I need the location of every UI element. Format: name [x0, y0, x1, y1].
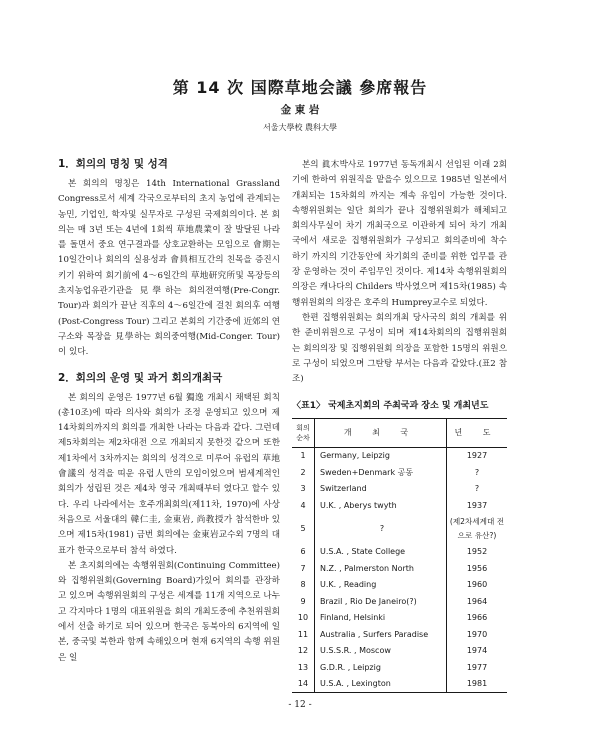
- cell-no: 9: [292, 593, 315, 610]
- cell-year: (제2차세계대 전으로 유산?): [449, 516, 505, 540]
- cell-no: 7: [292, 560, 315, 577]
- paragraph: 본 회의의 운영은 1977년 6월 獨逸 개최시 채택된 회칙(총10조)에 따라 의사와 회의가 조정 운영되고 있으며 제14차회의까지의 회의를 개최한 나라는 다음과 같다. 그런데 제5차회의는 제2차대전 으로 개최되지 못한것 같으며 또한 제1차에서 3차까지는 회의의 성격으로 미루어 유럽의 草地會議의 성격을 띠운 유럽人만의 모임이었으며 범세계적인 회의가 성립된 것은 제4차 영국 개최때부터 였다고 할수 있다. 우리 나라에서는 호주개최회의(제11차, 1970)에 사상 처음으로 서울대의 韓仁圭, 金東岩, 尚教授가 참석한바 있으며 제15차(1981) 금번 회의에는 金東岩교수외 7명의 대표가 한국으로부터 참석 하였다.: [58, 392, 280, 556]
- cell-year: 1960: [466, 580, 488, 590]
- cell-no: 10: [292, 610, 315, 627]
- table-row: [292, 626, 507, 643]
- cell-no: 1: [292, 447, 315, 464]
- cell-year: 1927: [466, 451, 488, 461]
- cell-country: U.K. , Reading: [315, 577, 447, 594]
- cell-no: 13: [292, 659, 315, 676]
- cell-year: 1964: [466, 596, 488, 606]
- cell-no: 2: [292, 464, 315, 481]
- table-row: [292, 560, 507, 577]
- cell-country: U.S.S.R. , Moscow: [315, 643, 447, 660]
- cell-year: 1937: [466, 500, 488, 510]
- cell-country: U.S.A. , State College: [315, 544, 447, 561]
- cell-year: ?: [474, 484, 480, 494]
- cell-country: Switzerland: [315, 481, 447, 498]
- section-heading: 2．회의의 운영 및 과거 회의개최국: [58, 371, 223, 384]
- cell-country: Germany, Leipzig: [315, 447, 447, 464]
- cell-no: 14: [292, 676, 315, 693]
- table-row: [292, 659, 507, 676]
- author-name: 金 東 岩: [280, 104, 320, 116]
- page-title: 第 14 次 国際草地会議 參席報告: [172, 78, 428, 97]
- cell-no: 3: [292, 481, 315, 498]
- cell-no: 6: [292, 544, 315, 561]
- table-row: [292, 447, 507, 464]
- cell-no: 4: [292, 497, 315, 514]
- paragraph: 본 회의의 명칭은 14th International Grassland Congress로서 세계 각국으로부터의 초지 농업에 관계되는 농민, 기업인, 학자및 실무자로 구성된 국제회의이다. 본 회의는 매 3년 또는 4년에 1회씩 草地農業이 잘 발달된 나라를 돌면서 중요 연구결과를 상호교환하는 모임으로 會期는 10일간이나 회의의 실용성과 會員相互간의 친목을 증진시키기 위하여 회기前에 4～6일간의 草地研究所및 목장등의 초지농업유관기관을 見學하는 회의전여행(Pre-Congr. Tour)과 회의가 끝난 직후의 4～6일간에 걸친 회의후 여행(Post-Congress Tour) 그리고 본회의 기간중에 近郊의 연구소와 목장을 見學하는 회의중여행(Mid-Conger. Tour)이 있다.: [58, 179, 280, 358]
- table-row: [292, 577, 507, 594]
- table-row: [292, 544, 507, 561]
- cell-country: Sweden+Denmark 공동: [315, 464, 447, 481]
- table-row: [292, 610, 507, 627]
- table-header-row: [292, 418, 507, 447]
- cell-no: 11: [292, 626, 315, 643]
- cell-no: 12: [292, 643, 315, 660]
- cell-country: G.D.R. , Leipzig: [315, 659, 447, 676]
- cell-country: U.K. , Aberys twyth: [315, 497, 447, 514]
- column-header-no: 회의 순차: [292, 418, 315, 447]
- table-row: [292, 481, 507, 498]
- paragraph: 한편 집행위원회는 회의개최 당사국의 회의 개최를 위한 준비위원으로 구성이 되며 제14차회의의 집행위원회는 회의의장 및 집행위원회 의장을 포함한 15명의 위원으로 구성이 되었으며 그탄탕 부서는 다음과 같았다.(표2 참조): [292, 312, 507, 385]
- cell-year: 1956: [466, 563, 488, 573]
- table-row: [292, 464, 507, 481]
- cell-year: 1966: [466, 613, 488, 623]
- left-column: [58, 155, 280, 666]
- section-heading: 1．회의의 명칭 및 성격: [58, 158, 168, 170]
- cell-year: 1974: [466, 646, 488, 656]
- page-number: - 12 -: [288, 700, 312, 710]
- cell-country: N.Z. , Palmerston North: [315, 560, 447, 577]
- table-row: [292, 497, 507, 514]
- paragraph: 본 초지회의에는 속행위원회(Continuing Committee)와 집행위원회(Governing Board)가있어 회의를 관장하고 있으며 속행위원회의 구성은 세계를 11개 지역으로 나누고 각지마다 1명의 대표위원을 회의 개최도중에 추천위원회에서 선출 하기로 되어 있으며 한국은 동북아의 6지역에 일본, 중국및 북한과 함께 속해있으며 현재 6지역의 속행 위원은 일: [58, 560, 280, 663]
- table-row: [292, 643, 507, 660]
- cell-year: ?: [474, 467, 480, 477]
- cell-country: Finland, Helsinki: [315, 610, 447, 627]
- column-header-country: 개 최 국: [315, 418, 447, 447]
- cell-country: ?: [315, 514, 447, 544]
- cell-country: Australia , Surfers Paradise: [315, 626, 447, 643]
- table-row: [292, 676, 507, 693]
- cell-year: 1981: [447, 676, 508, 693]
- column-header-year: 년 도: [447, 418, 508, 447]
- cell-no: 8: [292, 577, 315, 594]
- cell-year: 1977: [466, 662, 488, 672]
- table-row: [292, 514, 507, 544]
- author-affiliation: 서울大學校 農科大學: [263, 123, 337, 132]
- congress-host-table: [292, 418, 507, 694]
- cell-country: Brazil , Rio De Janeiro(?): [315, 593, 447, 610]
- cell-country: U.S.A. , Lexington: [315, 676, 447, 693]
- cell-no: 5: [292, 514, 315, 544]
- table-caption: 〈표1〉 국제초지회의 주최국과 장소 및 개최년도: [292, 401, 489, 412]
- paragraph: 본의 眞木박사로 1977년 동독개최시 선임된 이래 2회기에 한하여 위원직을 맡을수 있으므로 1985년 일본에서 개최되는 15차회의 까지는 계속 유임이 가능한 것이다. 속행위원회는 일단 회의가 끝나 집행위원회가 해체되고 회의사무실이 차기 개최국으로 이관하게 되어 차기 개최국에서 새로운 집행위원회가 구성되고 회의준비에 착수 하기 까지의 기간동안에 차기회의 준비를 위한 업무를 관장 운영하는 것이 주임무인 것이다. 제14차 속행위원회의 의장은 캐나다의 Childers 박사였으며 제15차(1985) 속행위원회의 의장은 호주의 Humprey교수로 되었다.: [292, 160, 507, 308]
- table-row: [292, 593, 507, 610]
- right-column: [292, 158, 507, 693]
- cell-year: 1952: [466, 547, 488, 557]
- cell-year: 1970: [466, 629, 488, 639]
